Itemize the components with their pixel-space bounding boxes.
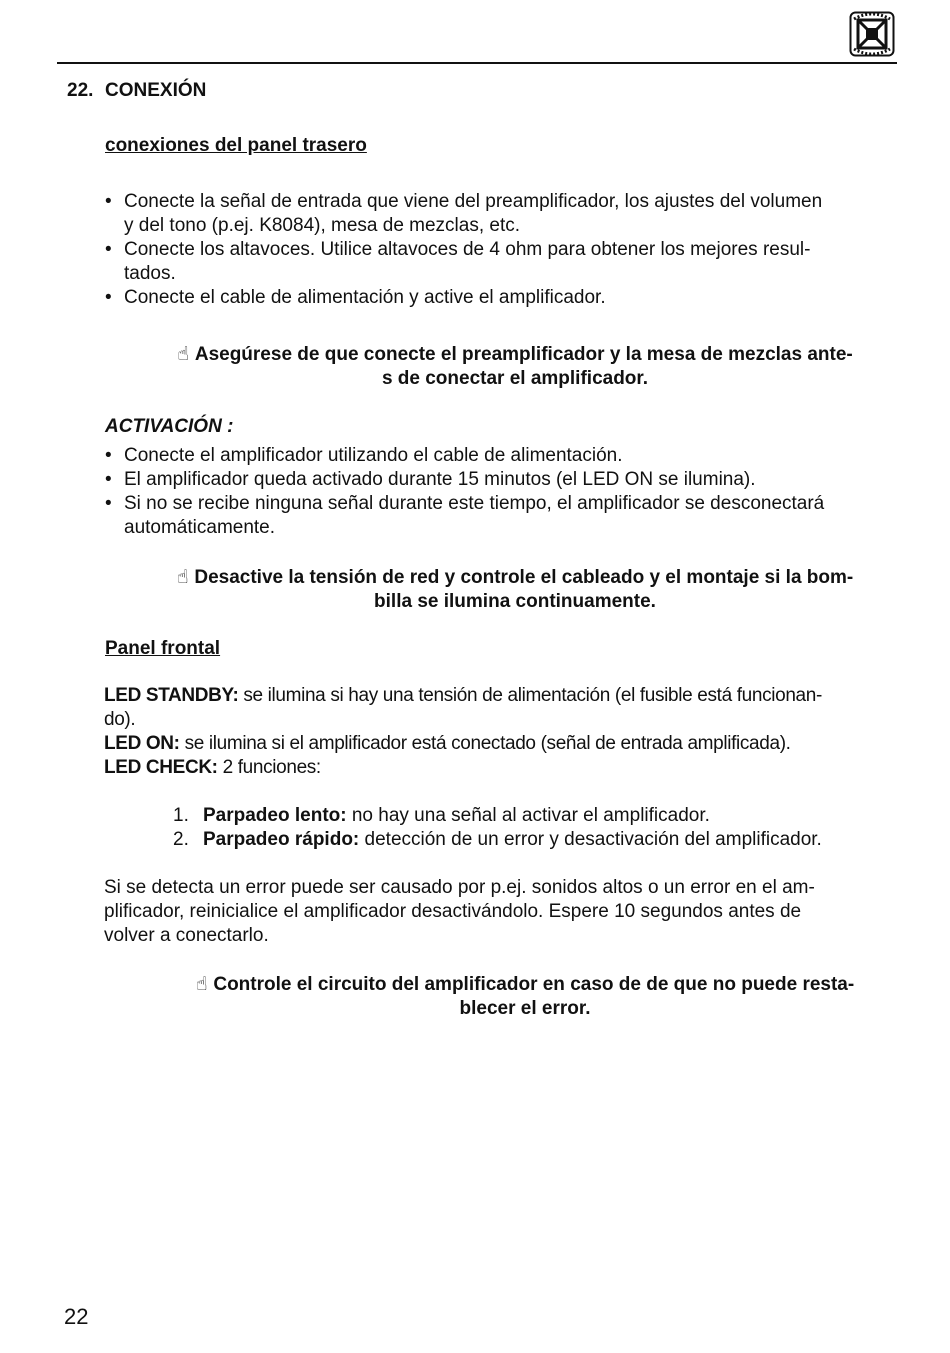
list-item: • Si no se recibe ninguna señal durante este tiempo, el amplificador se desconectará automáticamente.	[105, 492, 895, 540]
list-item: • Conecte el cable de alimentación y active el amplificador.	[105, 286, 895, 310]
front-panel-heading: Panel frontal	[105, 638, 221, 659]
emblem-logo-icon	[849, 11, 895, 57]
list-item: • El amplificador queda activado durante 15 minutos (el LED ON se ilumina).	[105, 468, 895, 492]
page-number: 22	[64, 1304, 89, 1329]
section-heading	[67, 79, 206, 103]
list-item: 1. Parpadeo lento: no hay una señal al activar el amplificador.	[173, 805, 710, 826]
section-number: 22.	[67, 80, 94, 101]
section-title: CONEXIÓN	[105, 80, 207, 101]
front-panel-note: ☝ Controle el circuito del amplificador en caso de de que no puede resta- blecer el error.	[195, 974, 855, 1019]
activation-bullets	[105, 444, 895, 540]
list-item: • Conecte la señal de entrada que viene del preamplificador, los ajustes del volumen y del tono (p.ej. K8084), mesa de mezclas, etc.	[105, 190, 895, 238]
list-item: 2. Parpadeo rápido: detección de un error y desactivación del amplificador.	[173, 829, 822, 850]
led-check-definition: LED CHECK: 2 funciones:	[104, 757, 321, 778]
activation-heading: ACTIVACIÓN :	[105, 416, 234, 437]
error-paragraph: Si se detecta un error puede ser causado por p.ej. sonidos altos o un error en el am- plificador, reinicialice el amplificador desactivándolo. Espere 10 segundos antes de volver a conectarlo.	[104, 877, 815, 946]
rear-panel-bullets	[105, 190, 895, 310]
rear-panel-heading: conexiones del panel trasero	[105, 135, 367, 156]
pointing-hand-icon: ☝	[195, 974, 208, 995]
activation-note: ☝ Desactive la tensión de red y controle el cableado y el montaje si la bom- billa se ilumina continuamente.	[176, 567, 854, 612]
pointing-hand-icon: ☝	[177, 344, 189, 365]
led-standby-definition: LED STANDBY: se ilumina si hay una tensión de alimentación (el fusible está funcionan- do).	[104, 685, 822, 730]
header-rule	[57, 62, 897, 64]
list-item: • Conecte los altavoces. Utilice altavoces de 4 ohm para obtener los mejores resul- tados.	[105, 238, 895, 286]
rear-panel-note: ☝ Asegúrese de que conecte el preamplificador y la mesa de mezclas ante- s de conectar el amplificador.	[177, 344, 853, 389]
list-item: • Conecte el amplificador utilizando el cable de alimentación.	[105, 444, 895, 468]
led-on-definition: LED ON: se ilumina si el amplificador está conectado (señal de entrada amplificada).	[104, 733, 791, 754]
led-check-steps	[173, 804, 893, 852]
pointing-hand-icon: ☝	[176, 567, 189, 588]
